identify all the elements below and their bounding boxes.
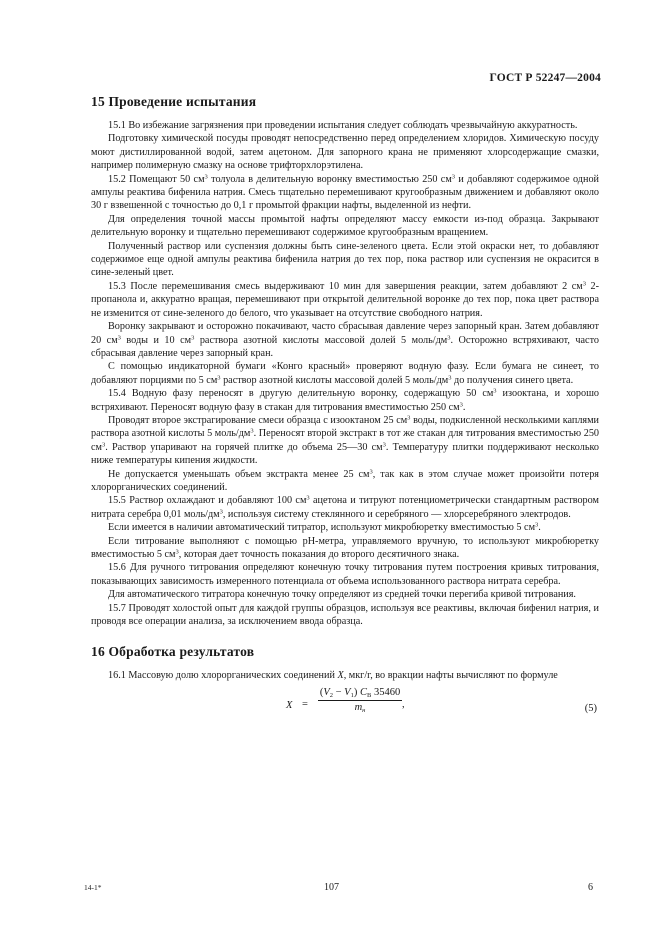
formula-fraction	[318, 687, 402, 713]
paragraph: Проводят второе экстрагирование смеси образца с изооктаном 25 $см^3$ воды, подкисленной несколькими каплями раствора азотной кислоты 5 моль/$дм^3$. Переносят второй экстракт в тот же стакан для титрования вместимостью 250 $см^3$. Раствор упаривают на горячей плитке до объема 25—30 $см^3$. Температуру плитки поддерживают несколько ниже температуры кипения жидкости.	[91, 414, 600, 467]
section-15-title: 15 Проведение испытания	[91, 94, 257, 109]
fraction-bar	[318, 700, 402, 701]
paragraph: 15.1 Во избежание загрязнения при проведении испытания следует соблюдать чрезвычайную аккуратность.	[108, 120, 578, 131]
formula-comma: ,	[402, 698, 405, 710]
paragraph: 16.1 Массовую долю хлорорганических соединений X, мкг/г, во вракции нафты вычисляют по формуле	[108, 670, 558, 682]
formula-numerator: $(V_2 - V_1)$ $C_В$ 35460	[319, 686, 401, 699]
formula-lhs: X	[286, 699, 293, 711]
paragraph: Если имеется в наличии автоматический титратор, используют микробюретку вместимостью 5 $см^3$.	[108, 521, 541, 534]
footer-sheet-number: 6	[588, 882, 593, 893]
paragraph: Полученный раствор или суспензия должны быть сине-зеленого цвета. Если этой окраски нет, то добавляют содержимое еще одной ампулы реактива бифенила натрия до тех пор, пока раствор или суспензия не окрасится в сине-зеленый цвет.	[91, 240, 599, 279]
paragraph: 15.5 Раствор охлаждают и добавляют 100 $см^3$ ацетона и титруют потенциометрически стандартным раствором нитрата серебра 0,01 моль/$дм^3$, используя систему стеклянного и серебряного — хлорсеребряного электродов.	[91, 494, 599, 520]
section-16-title: 16 Обработка результатов	[91, 644, 255, 660]
standard-code: ГОСТ Р 52247—2004	[489, 72, 601, 84]
formula-5	[91, 687, 599, 731]
paragraph: Не допускается уменьшать объем экстракта менее 25 $см^3$, так как в этом случае может произойти потеря хлорорганических соединений.	[91, 468, 599, 493]
paragraph: 15.6 Для ручного титрования определяют конечную точку титрования путем построения кривых титрования, показывающих зависимость измеренного потенциала от объема использованного раствора нитрата серебра.	[91, 562, 599, 587]
paragraph: Для определения точной массы промытой нафты определяют массу емкости из-под образца. Закрывают делительную воронку и тщательно перемешивают содержимое кругообразным вращением.	[91, 213, 599, 239]
paragraph: Воронку закрывают и осторожно покачивают, часто сбрасывая давление через запорный кран. Затем добавляют 20 $см^3$ воды и 10 $см^3$ раствора азотной кислоты массовой долей 5 моль/$дм^3$. Осторожно встряхивают, часто сбрасывая давление через запорный кран.	[91, 321, 599, 359]
paragraph: С помощью индикаторной бумаги «Конго красный» проверяют водную фазу. Если бумага не синеет, то добавляют порциями по 5 $см^3$ раствор азотной кислоты массовой долей 5 моль/$дм^3$ до получения синего цвета.	[91, 361, 599, 386]
formula-number: (5)	[584, 702, 597, 714]
page-content	[91, 94, 599, 731]
paragraph: 15.4 Водную фазу переносят в другую делительную воронку, содержащую 50 $см^3$ изооктана, и хорошо встряхивают. Переносят водную фазу в стакан для титрования вместимостью 250 $см^3$.	[91, 387, 600, 413]
paragraph: Подготовку химической посуды проводят непосредственно перед определением хлоридов. Химическую посуду моют дистиллированной водой, затем ацетоном. Для запорного крана не применяют хлорсодержащие смазки, например полимерную смазку на основе трифторхлорэтилена.	[91, 133, 599, 172]
paragraph: 15.3 После перемешивания смесь выдерживают 10 мин для завершения реакции, затем добавляют 2 $см^3$ 2-пропанола и, аккуратно вращая, перемешивают при открытой делительной воронке до тех пор, пока цвет раствора не изменится от сине-зеленого до белого, что указывает на отсутствие свободного натрия.	[91, 280, 599, 319]
footer-print-mark: 14-1*	[84, 883, 102, 892]
paragraph: Если титрование выполняют с помощью pH-метра, управляемого вручную, то используют микробюретку вместимостью 5 $см^3$, которая дает точность показания до второго десятичного знака.	[91, 535, 599, 560]
footer-page-number: 107	[324, 882, 339, 893]
paragraph: Для автоматического титратора конечную точку определяют из средней точки перегиба кривой титрования.	[108, 589, 576, 601]
paragraph: 15.7 Проводят холостой опыт для каждой группы образцов, используя все реактивы, включая бифенил натрия, и проводя все операции анализа, за исключением ввода образца.	[91, 602, 599, 628]
formula-equals: =	[302, 698, 308, 710]
formula-denominator: $m_н$	[354, 701, 366, 714]
paragraph: 15.2 Помещают 50 $см^3$ толуола в делительную воронку вместимостью 250 $см^3$ и добавляют содержимое одной ампулы реактива бифенила натрия. Смесь тщательно перемешивают кругообразным движением и добавляют около 30 г взвешенной с точностью до 0,1 г промытой фракции нафты, выделенной из нефти.	[91, 173, 599, 212]
